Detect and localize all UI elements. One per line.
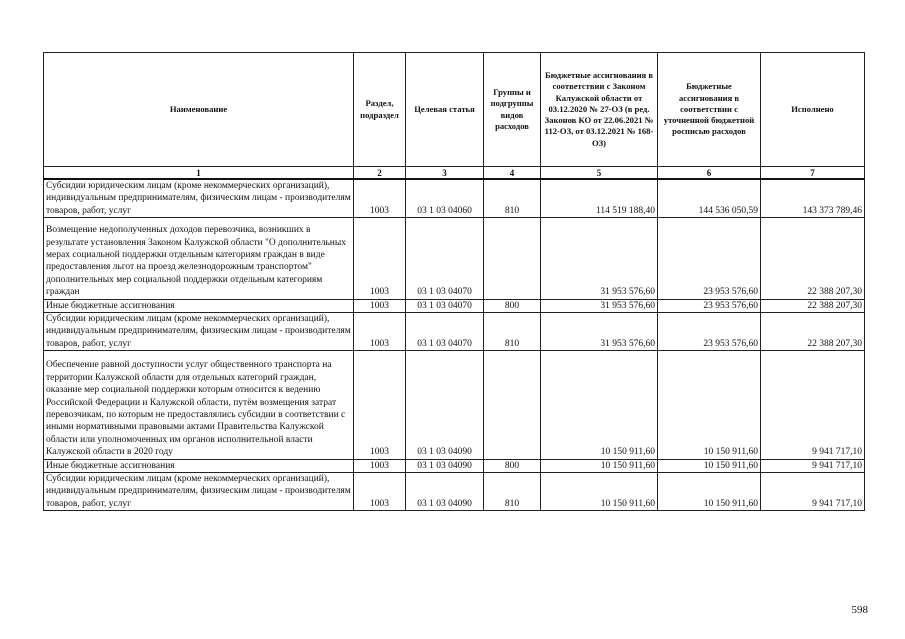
row-budget-refined: 10 150 911,60	[658, 351, 761, 459]
row-budget-refined: 10 150 911,60	[658, 459, 761, 472]
header-group: Группы и подгруппы видов расходов	[484, 53, 541, 167]
row-group	[484, 351, 541, 459]
column-number: 2	[354, 167, 406, 180]
row-name: Обеспечение равной доступности услуг общественного транспорта на территории Калужской области для отдельных категорий граждан, оказание мер социальной поддержки которым относится к ведению Российской Федерации и Калужской области, путём возмещения затрат перевозчикам, по которым не предоставлялись субсидии в соответствии с иными нормативными правовыми актами Правительства Калужской области или уполномоченных им органов исполнительной власти Калужской области в 2020 году	[44, 351, 354, 459]
row-budget-refined: 23 953 576,60	[658, 299, 761, 312]
row-budget-law: 10 150 911,60	[541, 472, 658, 510]
row-executed: 143 373 789,46	[761, 179, 865, 218]
row-budget-refined: 23 953 576,60	[658, 313, 761, 351]
column-number-row	[44, 167, 865, 180]
row-executed: 9 941 717,10	[761, 459, 865, 472]
column-number: 4	[484, 167, 541, 180]
row-target: 03 1 03 04070	[406, 313, 484, 351]
table-row	[44, 351, 865, 459]
row-target: 03 1 03 04070	[406, 218, 484, 299]
header-budget-refined: Бюджетные ассигнования в соответствии с уточненной бюджетной росписью расходов	[658, 53, 761, 167]
page-number: 598	[851, 604, 868, 616]
row-executed: 22 388 207,30	[761, 313, 865, 351]
row-budget-law: 114 519 188,40	[541, 179, 658, 218]
column-number: 6	[658, 167, 761, 180]
table-row	[44, 299, 865, 312]
row-budget-law: 31 953 576,60	[541, 299, 658, 312]
row-target: 03 1 03 04090	[406, 472, 484, 510]
column-number: 3	[406, 167, 484, 180]
header-target: Целевая статья	[406, 53, 484, 167]
column-number: 5	[541, 167, 658, 180]
row-section: 1003	[354, 472, 406, 510]
row-group: 800	[484, 299, 541, 312]
row-budget-law: 31 953 576,60	[541, 218, 658, 299]
row-name: Субсидии юридическим лицам (кроме некоммерческих организаций), индивидуальным предпринимателям, физическим лицам - производителям товаров, работ, услуг	[44, 472, 354, 510]
row-name: Иные бюджетные ассигнования	[44, 459, 354, 472]
row-group: 800	[484, 459, 541, 472]
row-target: 03 1 03 04090	[406, 459, 484, 472]
table-row	[44, 459, 865, 472]
header-name: Наименование	[44, 53, 354, 167]
header-budget-law: Бюджетные ассигнования в соответствии с Законом Калужской области от 03.12.2020 № 27-ОЗ (в ред. Законов КО от 22.06.2021 № 112-ОЗ, от 03.12.2021 № 168-ОЗ)	[541, 53, 658, 167]
row-budget-law: 10 150 911,60	[541, 351, 658, 459]
row-group: 810	[484, 179, 541, 218]
table-row	[44, 179, 865, 218]
row-group	[484, 218, 541, 299]
header-row	[44, 53, 865, 167]
column-number: 1	[44, 167, 354, 180]
row-budget-refined: 10 150 911,60	[658, 472, 761, 510]
header-executed: Исполнено	[761, 53, 865, 167]
row-target: 03 1 03 04090	[406, 351, 484, 459]
row-section: 1003	[354, 218, 406, 299]
row-section: 1003	[354, 179, 406, 218]
row-target: 03 1 03 04070	[406, 299, 484, 312]
table-row	[44, 218, 865, 299]
row-budget-law: 31 953 576,60	[541, 313, 658, 351]
row-executed: 9 941 717,10	[761, 472, 865, 510]
row-group: 810	[484, 472, 541, 510]
header-section: Раздел, подраздел	[354, 53, 406, 167]
row-budget-law: 10 150 911,60	[541, 459, 658, 472]
row-name: Субсидии юридическим лицам (кроме некоммерческих организаций), индивидуальным предпринимателям, физическим лицам - производителям товаров, работ, услуг	[44, 313, 354, 351]
row-name: Субсидии юридическим лицам (кроме некоммерческих организаций), индивидуальным предпринимателям, физическим лицам - производителям товаров, работ, услуг	[44, 179, 354, 218]
row-section: 1003	[354, 351, 406, 459]
table-row	[44, 472, 865, 510]
row-target: 03 1 03 04060	[406, 179, 484, 218]
row-section: 1003	[354, 299, 406, 312]
column-number: 7	[761, 167, 865, 180]
row-budget-refined: 144 536 050,59	[658, 179, 761, 218]
row-budget-refined: 23 953 576,60	[658, 218, 761, 299]
row-name: Иные бюджетные ассигнования	[44, 299, 354, 312]
row-executed: 22 388 207,30	[761, 218, 865, 299]
row-executed: 22 388 207,30	[761, 299, 865, 312]
budget-table	[43, 52, 865, 511]
table-row	[44, 313, 865, 351]
row-section: 1003	[354, 459, 406, 472]
row-group: 810	[484, 313, 541, 351]
row-name: Возмещение недополученных доходов перевозчика, возникших в результате установления Законом Калужской области "О дополнительных мерах социальной поддержки отдельным категориям граждан в виде предоставления льгот на проезд железнодорожным транспортом" дополнительных мер социальной поддержки отдельным категориям граждан	[44, 218, 354, 299]
row-executed: 9 941 717,10	[761, 351, 865, 459]
row-section: 1003	[354, 313, 406, 351]
